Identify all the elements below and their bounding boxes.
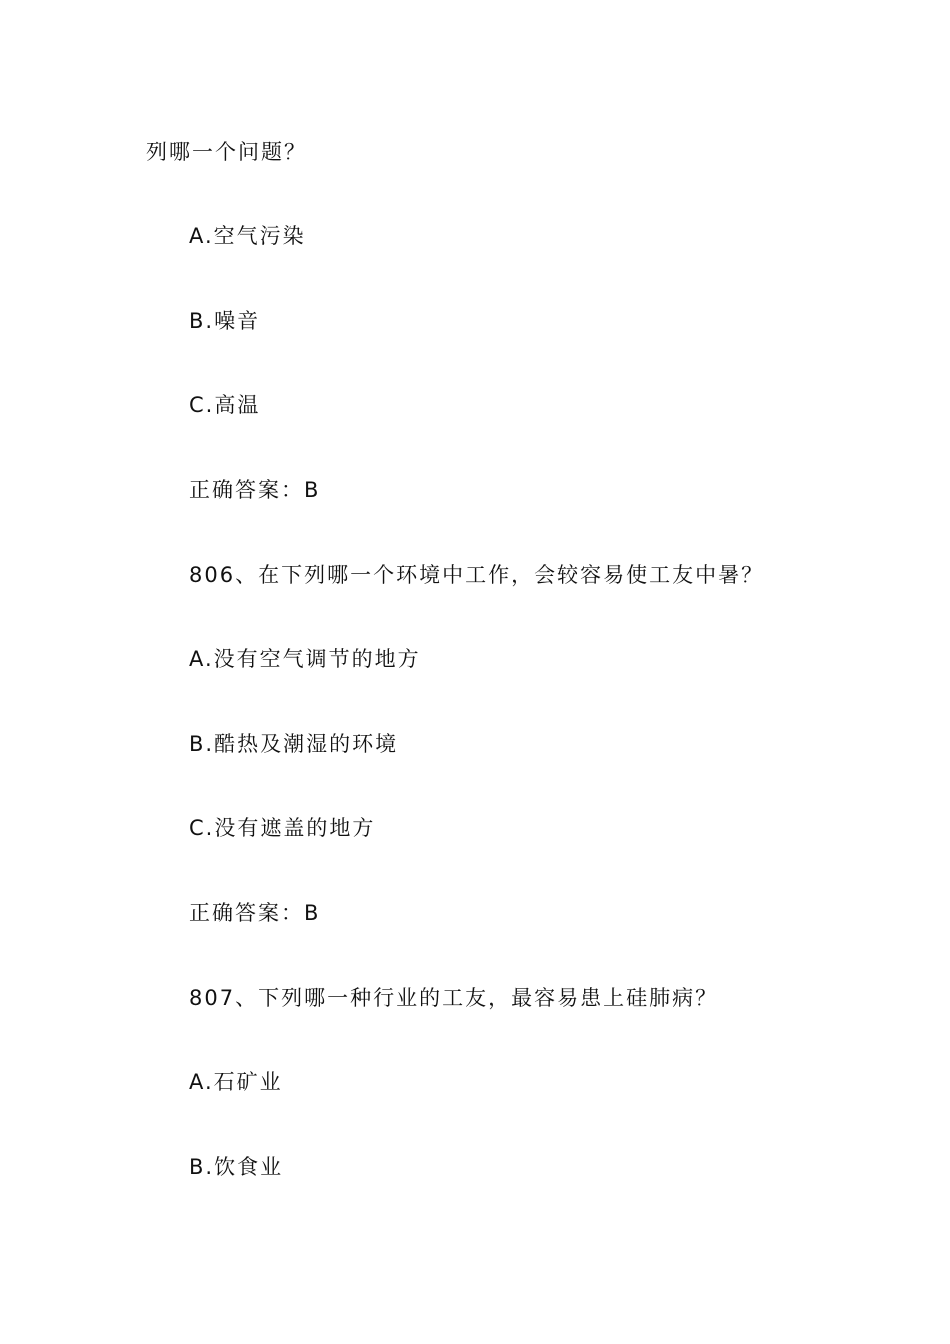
option-c: C.没有遮盖的地方 xyxy=(189,816,376,840)
option-a: A.石矿业 xyxy=(189,1070,283,1094)
correct-answer: 正确答案：B xyxy=(189,478,321,502)
option-b: B.噪音 xyxy=(189,309,261,333)
question-continuation: 列哪一个问题？ xyxy=(146,140,307,164)
question-806: 806、在下列哪一个环境中工作，会较容易使工友中暑？ xyxy=(189,563,765,587)
correct-answer: 正确答案：B xyxy=(189,901,321,925)
option-a: A.没有空气调节的地方 xyxy=(189,647,421,671)
option-b: B.酷热及潮湿的环境 xyxy=(189,732,399,756)
option-b: B.饮食业 xyxy=(189,1155,284,1179)
option-a: A.空气污染 xyxy=(189,224,306,248)
option-c: C.高温 xyxy=(189,393,261,417)
question-807: 807、下列哪一种行业的工友，最容易患上硅肺病？ xyxy=(189,986,719,1010)
